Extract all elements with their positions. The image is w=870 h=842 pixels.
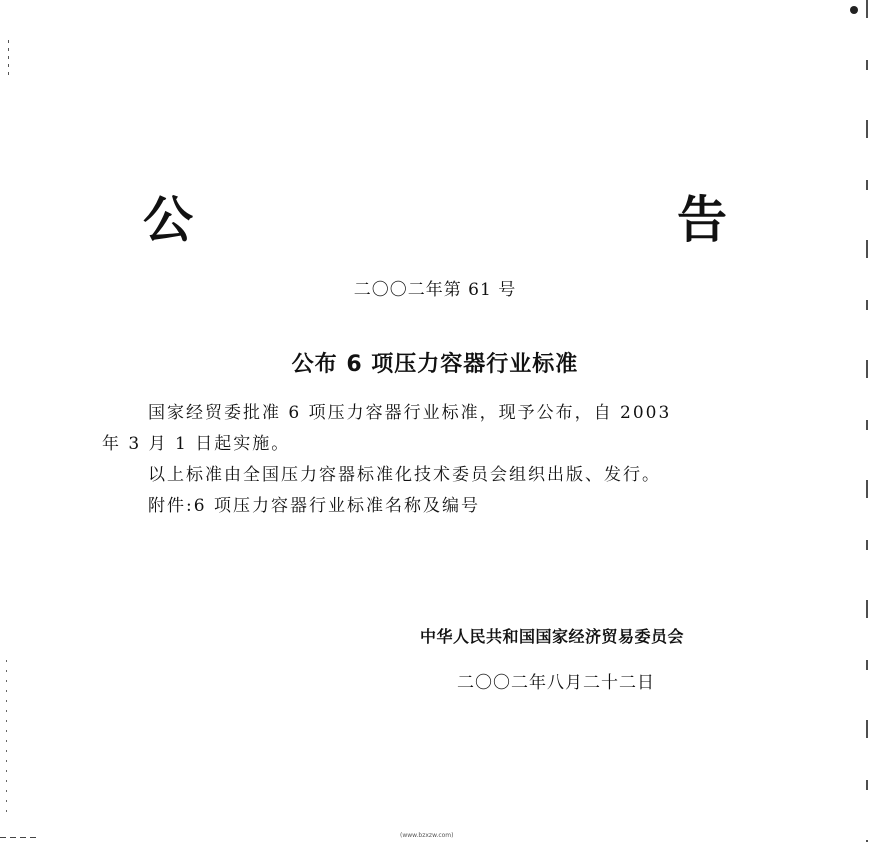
body-paragraph: 年 3 月 1 日起实施。 <box>102 434 291 454</box>
scan-artifact-right-edge <box>866 0 868 842</box>
scan-artifact-dot <box>850 6 858 14</box>
announcement-subtitle: 公布 6 项压力容器行业标准 <box>291 352 579 377</box>
announcement-title: 公 告 <box>143 191 855 249</box>
footer-watermark: (www.bzxzw.com) <box>400 832 454 839</box>
scan-artifact-corner <box>0 837 40 838</box>
announcement-number: 二〇〇二年第 61 号 <box>353 280 517 300</box>
announcement-body <box>102 398 782 522</box>
body-paragraph: 国家经贸委批准 6 项压力容器行业标准，现予公布，自 2003 <box>148 403 672 423</box>
attachment-line: 附件:6 项压力容器行业标准名称及编号 <box>148 496 480 516</box>
issuing-authority: 中华人民共和国国家经济贸易委员会 <box>420 627 685 646</box>
scan-artifact-left-edge-lower <box>6 660 7 820</box>
issue-date: 二〇〇二年八月二十二日 <box>457 673 655 693</box>
body-paragraph: 以上标准由全国压力容器标准化技术委员会组织出版、发行。 <box>148 465 661 485</box>
scan-artifact-left-edge <box>8 40 9 80</box>
